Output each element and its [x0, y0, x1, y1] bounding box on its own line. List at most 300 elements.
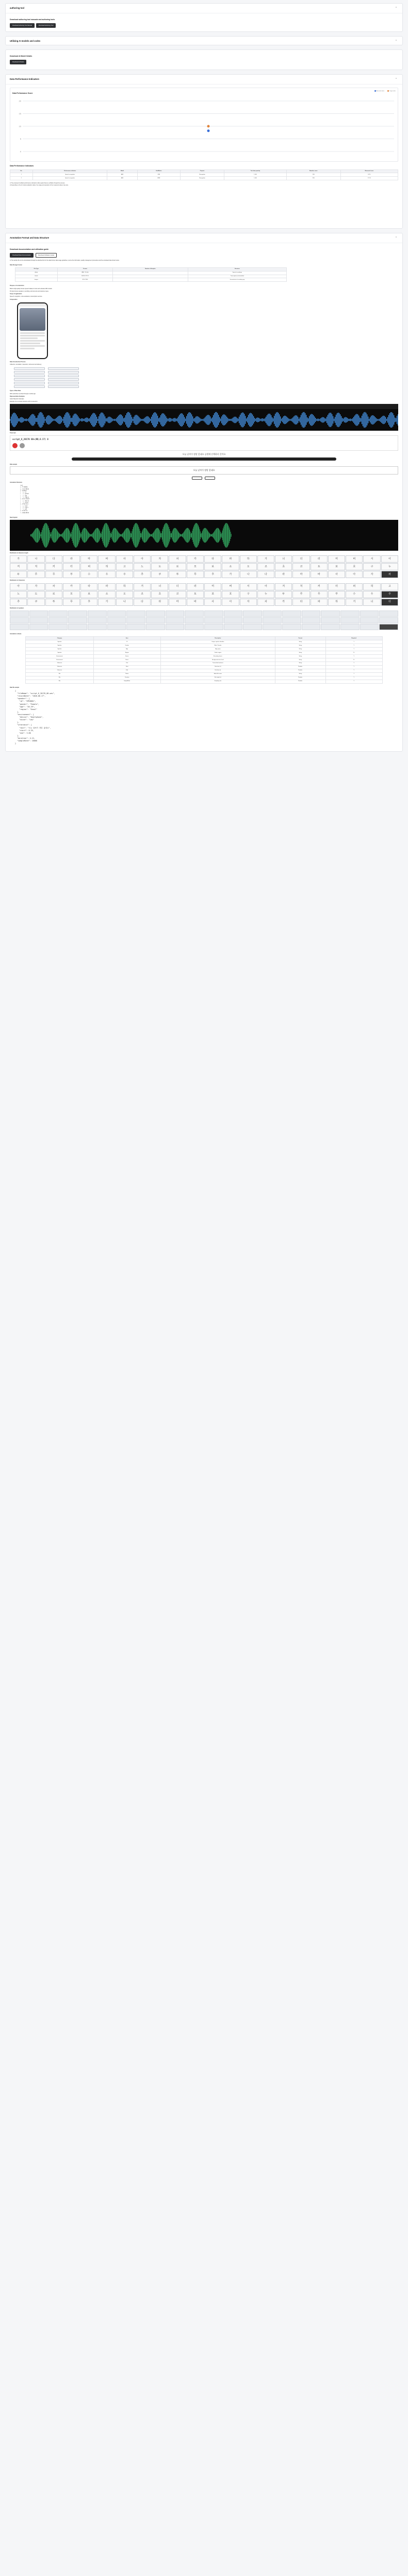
page [0, 0, 408, 759]
spectrogram-image [10, 520, 398, 551]
char-cell: 모 [63, 591, 80, 598]
char-cell: 허 [363, 583, 380, 590]
schema-header-2: Description [160, 637, 275, 640]
indicator-header-2: Model [107, 170, 137, 173]
schema-cell: Number [275, 680, 325, 683]
annotation-title: Annotation Format and Data Structure [10, 236, 50, 240]
schema-cell: Utterance [26, 665, 94, 669]
char-cell: 저 [275, 583, 292, 590]
schema-cell: Name [93, 672, 160, 676]
table-row [26, 658, 383, 662]
char-cell: 퍼 [80, 563, 97, 570]
annotation-structure-title: Annotation Structure [10, 481, 22, 483]
heat-cell [263, 611, 282, 617]
char-cell: 차 [45, 583, 62, 590]
chevron-up-icon[interactable]: ⌃ [395, 236, 398, 240]
dist-title-2: Distribution of characters [10, 580, 25, 582]
char-cell: 타 [292, 599, 309, 606]
app-screenshot [17, 302, 48, 359]
char-cell: 나 [116, 599, 133, 606]
heat-cell [282, 624, 301, 630]
table-row [26, 676, 383, 680]
schema-cell: File [26, 676, 94, 680]
char-cell: 로 [169, 563, 186, 570]
indicator-header-0: No. [10, 170, 33, 173]
schema-cell: Utterance [26, 669, 94, 672]
process-diagram [14, 367, 398, 388]
indicator-cell: 1 [10, 173, 33, 177]
schema-cell: Y [325, 662, 382, 665]
heat-cell [321, 611, 340, 617]
schema-cell: Dialect region [160, 651, 275, 655]
char-cell: 고 [116, 563, 133, 570]
schema-cell: Environment [26, 658, 94, 662]
char-cell: 마 [292, 571, 309, 578]
format-cell [113, 275, 188, 278]
schema-cell: Transcribed sentence [160, 662, 275, 665]
schema-cell: Y [325, 676, 382, 680]
audio-waveform [10, 404, 398, 431]
audio-player[interactable] [72, 457, 336, 461]
schema-cell: Y [325, 648, 382, 651]
char-cell: 더 [292, 555, 309, 563]
char-cell: 카 [63, 583, 80, 590]
table-row [26, 669, 383, 672]
indicator-cell: Speech recognition [32, 173, 107, 177]
heat-cell [88, 617, 107, 623]
char-cell: 파 [222, 555, 239, 563]
char-cell: 루 [292, 591, 309, 598]
char-cell: 수 [80, 571, 97, 578]
heat-cell [107, 611, 126, 617]
char-cell: 코 [292, 563, 309, 570]
char-cell: 서 [240, 583, 257, 590]
performance-chart [10, 88, 398, 162]
authoring-tool-header[interactable] [6, 4, 402, 13]
heat-cell [224, 617, 243, 623]
indicators-table [10, 170, 398, 181]
audio-line: Example of a recorded utterance with its waveform. [10, 401, 38, 403]
char-cell: 라 [63, 555, 80, 563]
purpose-line-1: Build a high-quality Korean speech dataset to train and evaluate ASR models. [10, 287, 53, 290]
char-cell: 쿠 [151, 571, 168, 578]
heat-cell [340, 611, 360, 617]
option-button-1[interactable] [192, 477, 202, 480]
subtitle-line: 오늘 날씨가 정말 좋네요 공원에 산책하러 갈까요 [182, 452, 226, 455]
heat-cell [379, 624, 398, 630]
scope-line: Speech recognition, voice assistants, transcription services. [10, 296, 43, 298]
schema-cell: N [325, 658, 382, 662]
dist-title-1: Distribution of utterance length [10, 552, 28, 554]
char-cell: 푸 [187, 571, 204, 578]
char-cell: 보 [204, 563, 221, 570]
format-cell: Images [15, 278, 58, 282]
schema-cell: Speaker [26, 644, 94, 648]
script-label: Transcript [10, 432, 16, 434]
schema-cell: String [275, 655, 325, 658]
schema-header-1: Item [93, 637, 160, 640]
heat-cell [126, 617, 145, 623]
stop-icon[interactable] [20, 443, 25, 448]
indicator-header-4: Purpose [181, 170, 224, 173]
char-cell: 노 [10, 591, 27, 598]
schema-cell: Age [93, 648, 160, 651]
table-row [26, 672, 383, 676]
heat-cell [107, 624, 126, 630]
char-cell: 자 [27, 583, 44, 590]
heat-cell [263, 617, 282, 623]
char-cell: 허 [98, 563, 115, 570]
heat-cell [126, 611, 145, 617]
label-table-title: Annotation schema [10, 633, 22, 635]
indicator-cell: CER [137, 173, 181, 177]
format-header-0: File Type [15, 267, 58, 271]
table-row [15, 278, 287, 282]
indicator-cell: ASR [107, 173, 137, 177]
data-format-label: Data Storage Format [10, 264, 22, 266]
download-ai-model-button[interactable]: Download AI Model [10, 60, 26, 65]
schema-cell: Y [325, 669, 382, 672]
heat-cell [10, 611, 29, 617]
char-cell: 오 [240, 563, 257, 570]
heat-cell [302, 624, 321, 630]
y-tick-label: 10 [19, 125, 21, 128]
char-cell: 구 [363, 563, 380, 570]
indicator-cell: Recognition [181, 177, 224, 180]
char-cell: 조 [257, 563, 274, 570]
schema-cell: Y [325, 644, 382, 648]
json-sample: { "fileName": "script_6_20170_00.wav", "recordDate": "2020-06-17", "speaker": { "id": "SPK0001", "gender": "Female", "age": "20-29", "region": "Seoul" }, "environment": { "device": "Smartphone", "noise": "Low" }, "utterance": { "text": "오늘 날씨가 정말 좋네요", "start": 0.25, "end": 3.80 }, "duration": 4.12, "sampleRate": 16000 } [15, 690, 55, 745]
char-cell: 러 [187, 583, 204, 590]
char-cell: 바 [187, 599, 204, 606]
heat-cell [107, 617, 126, 623]
char-cell: 호 [222, 591, 239, 598]
char-cell: 모 [187, 563, 204, 570]
indicator-cell: 8.2% [340, 173, 398, 177]
char-cell: 타 [204, 555, 221, 563]
char-cell: 두 [10, 571, 27, 578]
indicator-header-7: Measured score [340, 170, 398, 173]
indicator-cell: Recognition [181, 173, 224, 177]
schema-cell: String [275, 644, 325, 648]
download-manual-button[interactable]: Download Authoring Tool Manual [10, 23, 35, 28]
purpose-title: Purpose of construction [10, 285, 24, 287]
rep-title: Representative Examples [10, 395, 25, 397]
table-row [26, 648, 383, 651]
schema-cell: N [325, 651, 382, 655]
schema-cell: String [275, 640, 325, 644]
schema-cell: Y [325, 640, 382, 644]
char-grid-2 [10, 583, 398, 606]
heat-cell [360, 611, 379, 617]
authoring-tool-title: authoring tool [10, 7, 25, 10]
char-cell: 다 [134, 599, 151, 606]
indicator-cell: 17.1% [340, 177, 398, 180]
char-cell: 초 [275, 563, 292, 570]
chevron-up-icon[interactable]: ⌃ [395, 39, 398, 43]
legend-measured: Measured value [374, 90, 385, 97]
char-cell: 로 [45, 591, 62, 598]
schema-cell: Number [275, 676, 325, 680]
heat-cell [224, 611, 243, 617]
char-cell: 쿠 [27, 599, 44, 606]
schema-cell: Speaker [26, 651, 94, 655]
char-cell: 커 [45, 563, 62, 570]
schema-cell: Gender [93, 644, 160, 648]
heat-cell [146, 624, 165, 630]
data-point-1 [207, 125, 210, 127]
char-cell: 구 [240, 591, 257, 598]
schema-cell: File length (s) [160, 676, 275, 680]
char-cell: 하 [240, 555, 257, 563]
char-cell: 마 [80, 555, 97, 563]
option-button-2[interactable] [205, 477, 215, 480]
char-cell: 하 [328, 599, 345, 606]
json-title: Real file sample [10, 686, 20, 688]
table-row [26, 644, 383, 648]
char-cell: 도 [151, 563, 168, 570]
heat-cell [146, 617, 165, 623]
char-cell: 터 [63, 563, 80, 570]
char-cell: 추 [134, 571, 151, 578]
char-cell: 더 [381, 599, 398, 606]
download-docs-title: Download documentation and utilization guide [10, 248, 49, 250]
indicators-title: Data Performance Indicators [10, 164, 34, 167]
char-cell: 도 [27, 591, 44, 598]
data-point-0 [207, 129, 210, 132]
ai-models-header[interactable] [6, 37, 402, 46]
heat-cell [379, 611, 398, 617]
char-cell: 거 [257, 555, 274, 563]
heat-cell [48, 611, 68, 617]
format-cell: Labels [15, 275, 58, 278]
char-cell: 서 [363, 555, 380, 563]
chevron-up-icon[interactable]: ⌃ [395, 77, 398, 81]
indicator-header-6: Baseline score [286, 170, 340, 173]
schema-cell: Text [93, 662, 160, 665]
char-cell: 어 [381, 555, 398, 563]
schema-cell: String [275, 658, 325, 662]
indicator-cell: WER [137, 177, 181, 180]
char-cell: 자 [363, 571, 380, 578]
indicator-cell: Speech recognition [32, 177, 107, 180]
char-cell: 너 [363, 599, 380, 606]
char-cell: 가 [98, 599, 115, 606]
heat-cell [340, 617, 360, 623]
char-cell: 부 [63, 571, 80, 578]
heat-cell [321, 617, 340, 623]
dist-title-3: Distribution of speakers [10, 607, 24, 609]
performance-header[interactable] [6, 75, 402, 84]
char-cell: 사 [204, 599, 221, 606]
char-cell: 카 [187, 555, 204, 563]
chevron-up-icon[interactable]: ⌃ [395, 6, 398, 10]
download-guide-button[interactable]: Download Utilization Guide [36, 253, 57, 258]
char-cell: 누 [257, 591, 274, 598]
sample-line: 오늘 날씨가 정말 좋네요 [193, 469, 215, 472]
char-cell: 퍼 [346, 583, 363, 590]
y-tick-label: 15 [19, 112, 21, 115]
char-cell: 터 [328, 583, 345, 590]
annotation-tree: root ├─ fileName ├─ recordDate ├─ speaker │ ├─ id │ ├─ gender │ ├─ age │ └─ region ├─ environment │ ├─ device │ └─ noise ├─ utterance │ ├─ text │ ├─ start │ └─ end ├─ duration └─ sampleRate [20, 484, 30, 514]
char-cell: 버 [346, 555, 363, 563]
performance-title: Data Performance Indicators [10, 78, 40, 81]
char-cell: 거 [346, 599, 363, 606]
note-2: ※ Depending on the AI model evaluation status, the usage and operation of the measured values may vary. [10, 184, 69, 186]
char-cell: 무 [45, 571, 62, 578]
schema-cell: Speaker [26, 648, 94, 651]
char-cell: 우 [363, 591, 380, 598]
schema-cell: Start time (s) [160, 665, 275, 669]
heat-cell [68, 611, 87, 617]
script-text: script_6_20170 00+(RD,6.17) 0 [12, 437, 48, 440]
schema-cell: Unique speaker identifier [160, 640, 275, 644]
schema-cell: File [26, 672, 94, 676]
heat-cell [88, 624, 107, 630]
indicator-header-5: Test data quantity [224, 170, 287, 173]
char-cell: 루 [27, 571, 44, 578]
char-cell: 오 [116, 591, 133, 598]
schema-cell: Region [93, 651, 160, 655]
char-cell: 머 [204, 583, 221, 590]
schema-cell: Y [325, 665, 382, 669]
char-cell: 무 [311, 591, 328, 598]
heat-cell [282, 611, 301, 617]
char-cell: 조 [134, 591, 151, 598]
indicator-cell: 10% [286, 173, 340, 177]
char-cell: 후 [204, 571, 221, 578]
indicator-header-1: Performance indicator [32, 170, 107, 173]
char-cell: 아 [222, 599, 239, 606]
char-cell: 우 [98, 571, 115, 578]
heat-cell [224, 624, 243, 630]
schema-cell: Duration [93, 676, 160, 680]
heat-cell [263, 624, 282, 630]
schema-cell: End time (s) [160, 669, 275, 672]
char-cell: 타 [80, 583, 97, 590]
composition-title: Composition [10, 298, 18, 300]
download-tool-button[interactable]: Download Authoring Tool [36, 23, 56, 28]
schema-cell: Utterance [26, 662, 94, 665]
char-cell: 초 [151, 591, 168, 598]
schema-cell: End [93, 669, 160, 672]
indicator-cell: 20% [286, 177, 340, 180]
char-cell: 다 [257, 571, 274, 578]
format-cell [113, 278, 188, 282]
schema-cell: String [275, 662, 325, 665]
download-documentation-button[interactable]: Download Data Documentation [10, 253, 34, 258]
performance-plot [12, 97, 399, 159]
format-cell: JPG / PNG [57, 278, 112, 282]
char-cell: 포 [328, 563, 345, 570]
table-row [10, 173, 398, 177]
schema-cell: String [275, 672, 325, 676]
schema-cell: Age group [160, 648, 275, 651]
heat-cell [126, 624, 145, 630]
heat-cell [48, 617, 68, 623]
heat-cell [282, 617, 301, 623]
schema-cell: String [275, 648, 325, 651]
char-cell: 차 [381, 571, 398, 578]
schema-cell: Start [93, 665, 160, 669]
record-icon[interactable] [12, 443, 18, 448]
char-cell: 라 [275, 571, 292, 578]
schema-cell: Number [275, 669, 325, 672]
ai-models-title: Utilizing AI models and codes [10, 40, 41, 43]
heat-cell [29, 624, 48, 630]
purpose-line-2: Provide diverse speakers, recording environments and utterance types. [10, 290, 49, 292]
annotation-header[interactable] [6, 233, 402, 243]
raw-line: WAV audio files recorded through a mobile app. [10, 393, 36, 395]
char-cell: 커 [311, 583, 328, 590]
format-header-1: Format [57, 267, 112, 271]
schema-header-3: Format [275, 637, 325, 640]
process-subtitle: Collection, annotation, inspection, refinement and delivery. [10, 364, 42, 366]
indicator-cell: 1,000 [224, 177, 287, 180]
schema-cell: ID [93, 640, 160, 644]
heat-cell [29, 617, 48, 623]
y-tick-label: 20 [19, 99, 21, 103]
annotation-intro: ※ The sample file can be downloaded through the attached link for the data format, data usage guidelines, source file information, quality management procedures and the annotated data shown below. [10, 260, 120, 262]
indicator-cell: 1,000 [224, 173, 287, 177]
char-cell: 노 [134, 563, 151, 570]
char-cell: 러 [311, 555, 328, 563]
char-cell: 바 [311, 571, 328, 578]
table-row [15, 271, 287, 275]
scope-title: Scope of application [10, 293, 22, 295]
char-cell: 고 [381, 583, 398, 590]
table-row [26, 680, 383, 683]
chart-legend [374, 90, 396, 97]
char-cell: 소 [98, 591, 115, 598]
char-cell: 나 [27, 555, 44, 563]
char-cell: 자 [240, 599, 257, 606]
heat-cell [204, 611, 223, 617]
schema-cell: Device [93, 655, 160, 658]
speaker-heatmap [10, 611, 398, 630]
schema-cell: Speaker [26, 640, 94, 644]
format-header-3: Structure [188, 267, 286, 271]
heat-cell [48, 624, 68, 630]
char-cell: 추 [10, 599, 27, 606]
char-cell: 가 [10, 555, 27, 563]
heat-cell [321, 624, 340, 630]
char-cell: 보 [80, 591, 97, 598]
heat-cell [29, 611, 48, 617]
sample-title: Data sample [10, 464, 18, 466]
char-cell: 투 [45, 599, 62, 606]
char-cell: 파 [311, 599, 328, 606]
raw-title: Types of Raw Data [10, 390, 21, 392]
authoring-tool-card [5, 3, 403, 32]
table-row [26, 655, 383, 658]
char-cell: 아 [346, 571, 363, 578]
char-cell: 다 [45, 555, 62, 563]
table-row [10, 177, 398, 180]
char-cell: 자 [151, 555, 168, 563]
char-cell: 사 [328, 571, 345, 578]
chart-title: Data Performance Score [12, 92, 33, 94]
heat-cell [88, 611, 107, 617]
format-cell [113, 271, 188, 275]
heat-cell [146, 611, 165, 617]
char-cell: 가 [222, 571, 239, 578]
char-cell: 수 [346, 591, 363, 598]
heat-cell [243, 624, 262, 630]
ai-model-details-title: Download AI Model Details [10, 55, 32, 57]
heat-cell [360, 617, 379, 623]
schema-cell: Audio file name [160, 672, 275, 676]
